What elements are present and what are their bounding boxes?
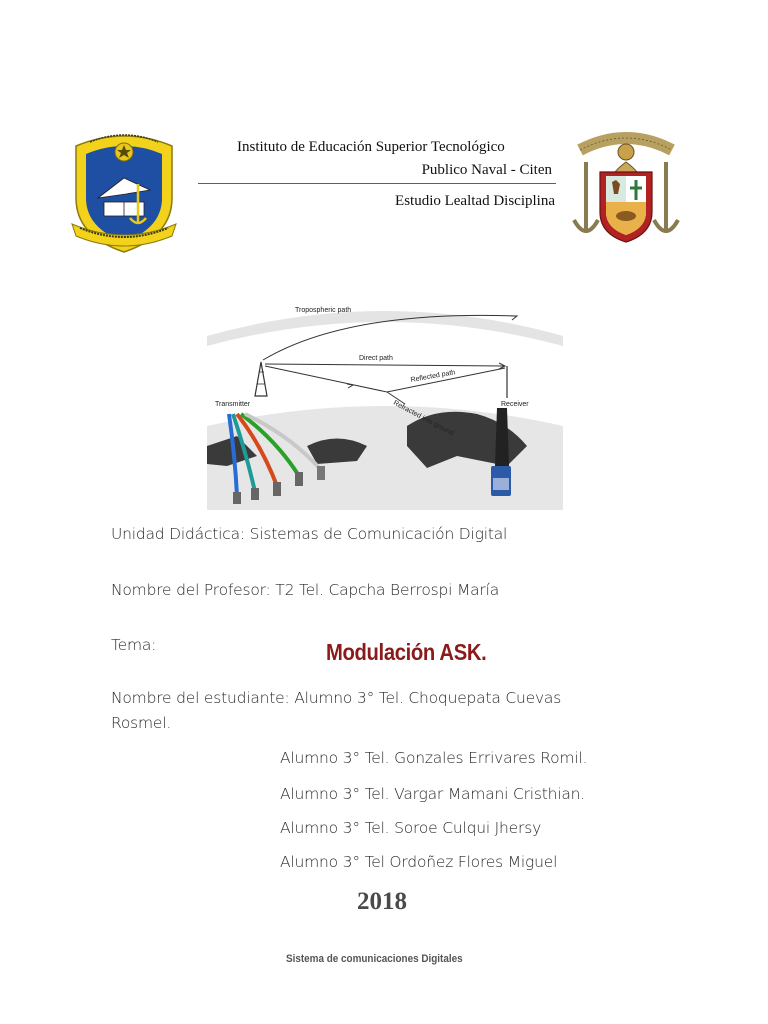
- institute-motto: Estudio Lealtad Disciplina: [395, 193, 555, 209]
- tropospheric-path-label: Tropospheric path: [295, 307, 352, 314]
- page-footer: Sistema de comunicaciones Digitales: [286, 953, 463, 965]
- refracted-label: Refracted into ground: [392, 399, 455, 438]
- student-name: Alumno 3° Tel. Vargar Mamani Cristhian.: [280, 785, 585, 803]
- professor-name: Nombre del Profesor: T2 Tel. Capcha Berrospi María: [111, 581, 499, 599]
- receiver-label: Receiver: [501, 401, 529, 408]
- topic-title: Modulación ASK.: [326, 639, 487, 665]
- institute-name-line1: Instituto de Educación Superior Tecnológico: [237, 139, 505, 155]
- navy-crest-logo: [566, 122, 686, 250]
- student-name: Alumno 3° Tel. Soroe Culqui Jhersy: [280, 819, 542, 837]
- institute-name-line2: Publico Naval - Citen: [421, 162, 552, 178]
- student-name: Alumno 3° Tel. Gonzales Errivares Romil.: [280, 749, 588, 767]
- student-name: Alumno 3° Tel Ordoñez Flores Miguel: [280, 853, 558, 871]
- topic-label: Tema:: [111, 636, 157, 654]
- direct-path-label: Direct path: [359, 355, 393, 362]
- reflected-path-label: Reflected path: [410, 369, 456, 384]
- transmitter-label: Transmitter: [215, 401, 251, 408]
- student-name-continued: Rosmel.: [111, 714, 172, 732]
- naval-school-logo: [68, 128, 180, 256]
- header-divider: [198, 183, 556, 184]
- year: 2018: [357, 888, 407, 915]
- propagation-paths-figure: [207, 296, 563, 510]
- course-unit: Unidad Didáctica: Sistemas de Comunicación Digital: [111, 525, 508, 543]
- students-label: Nombre del estudiante: Alumno 3° Tel. Choquepata Cuevas: [111, 689, 562, 707]
